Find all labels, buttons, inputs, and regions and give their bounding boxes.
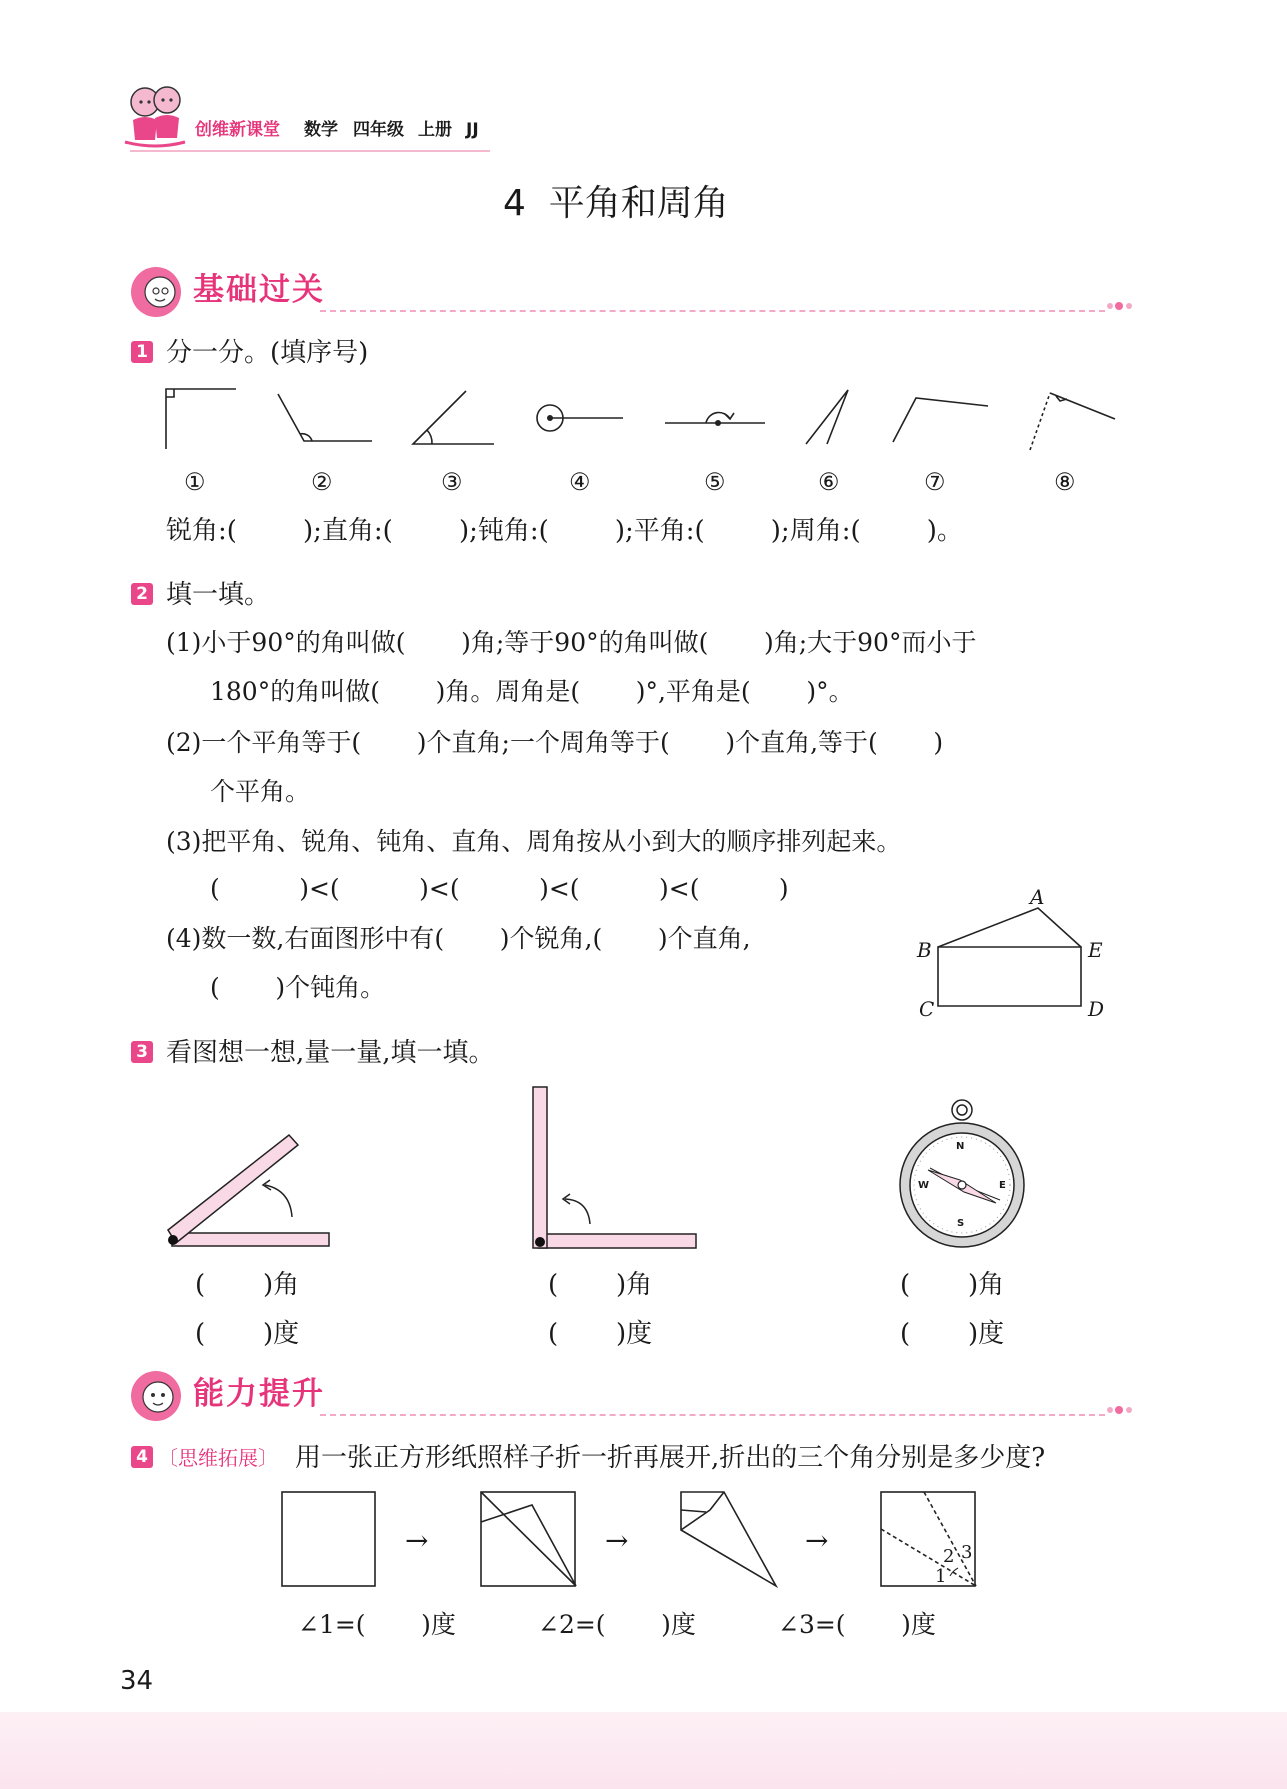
q3-prompt: 看图想一想,量一量,填一填。 <box>166 1038 495 1068</box>
vertex-label-a: A <box>1030 885 1045 909</box>
page-number: 34 <box>120 1666 154 1696</box>
fold-arrow-2: → <box>605 1524 629 1557</box>
q3-fig2-angle-blank: ( )角 <box>548 1270 653 1300</box>
brand-name: 创维新课堂 <box>195 120 280 140</box>
q3-fig1-angle-blank: ( )角 <box>195 1270 300 1300</box>
figure-label-7: ⑦ <box>924 468 946 496</box>
section-advanced-title: 能力提升 <box>193 1376 325 1412</box>
q1-answer-line: 锐角:( );直角:( );钝角:( );平角:( );周角:( )。 <box>166 516 963 546</box>
q2-number-badge: 2 <box>131 583 153 605</box>
q2-part2-line2: 个平角。 <box>210 777 311 806</box>
q4-answer-angle3: ∠3=( )度 <box>778 1610 936 1639</box>
fold-step-4 <box>881 1492 976 1586</box>
figure-label-3: ③ <box>441 468 463 496</box>
q2-part4-line1: (4)数一数,右面图形中有( )个锐角,( )个直角, <box>166 924 751 953</box>
q1-number-badge: 1 <box>131 341 153 363</box>
figure-label-5: ⑤ <box>704 468 726 496</box>
vertex-label-d: D <box>1088 997 1105 1021</box>
q4-prompt: 用一张正方形纸照样子折一折再展开,折出的三个角分别是多少度? <box>295 1443 1046 1473</box>
q2-part3-line2: ( )<( )<( )<( )<( ) <box>210 874 789 903</box>
subject-label: 数学 <box>304 120 338 140</box>
compass-south-label: S <box>957 1218 965 1229</box>
footer-band <box>0 1712 1287 1789</box>
q2-part2-line1: (2)一个平角等于( )个直角;一个周角等于( )个直角,等于( ) <box>166 728 944 757</box>
q4-answer-angle2: ∠2=( )度 <box>538 1610 696 1639</box>
q2-prompt: 填一填。 <box>166 580 271 610</box>
figure-label-6: ⑥ <box>818 468 840 496</box>
fold-step-1 <box>282 1492 375 1586</box>
section-basic-title: 基础过关 <box>193 272 325 308</box>
q3-fig3-angle-blank: ( )角 <box>900 1270 1005 1300</box>
fold-step-3 <box>681 1492 776 1586</box>
compass-north-label: N <box>956 1141 965 1152</box>
q3-fig2-degree-blank: ( )度 <box>548 1319 653 1349</box>
q2-part4-line2: ( )个钝角。 <box>210 973 386 1002</box>
compass-east-label: E <box>999 1180 1006 1191</box>
fold-step-2 <box>481 1492 576 1586</box>
edition-label: JJ <box>466 120 479 140</box>
q4-number-badge: 4 <box>131 1446 153 1468</box>
q2-part1-line1: (1)小于90°的角叫做( )角;等于90°的角叫做( )角;大于90°而小于 <box>166 628 977 657</box>
q1-prompt: 分一分。(填序号) <box>166 338 369 368</box>
angle-num-2: 2 <box>943 1546 955 1567</box>
q3-number-badge: 3 <box>131 1041 153 1063</box>
vertex-label-c: C <box>919 997 935 1021</box>
q3-fig1-degree-blank: ( )度 <box>195 1319 300 1349</box>
figure-label-8: ⑧ <box>1054 468 1076 496</box>
fold-arrow-1: → <box>405 1524 429 1557</box>
angle-num-3: 3 <box>961 1542 973 1563</box>
vertex-label-b: B <box>917 938 932 962</box>
figure-label-4: ④ <box>569 468 591 496</box>
page-title: 4 平角和周角 <box>503 183 729 224</box>
fold-arrow-3: → <box>805 1524 829 1557</box>
figure-label-1: ① <box>184 468 206 496</box>
q4-answer-angle1: ∠1=( )度 <box>298 1610 456 1639</box>
q4-tag: 〔思维拓展〕 <box>158 1446 278 1470</box>
q2-part3-line1: (3)把平角、锐角、钝角、直角、周角按从小到大的顺序排列起来。 <box>166 827 902 856</box>
grade-label: 四年级 <box>353 120 404 140</box>
angle-num-1: 1 <box>935 1566 947 1587</box>
volume-label: 上册 <box>418 120 452 140</box>
q3-fig3-degree-blank: ( )度 <box>900 1319 1005 1349</box>
compass-west-label: W <box>918 1180 930 1191</box>
figure-label-2: ② <box>311 468 333 496</box>
q2-part1-line2: 180°的角叫做( )角。周角是( )°,平角是( )°。 <box>210 677 854 706</box>
vertex-label-e: E <box>1088 938 1103 962</box>
